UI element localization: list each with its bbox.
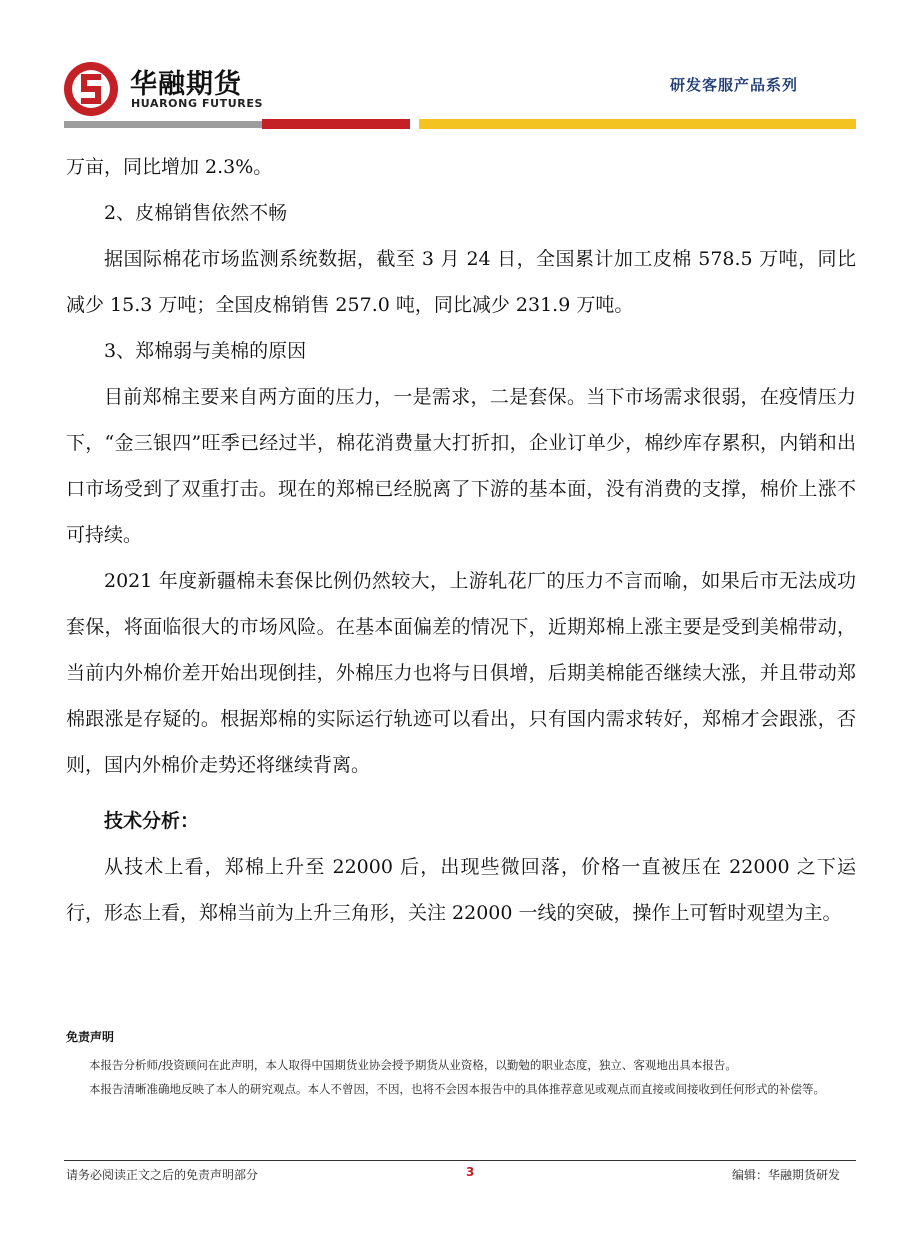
page-header <box>0 0 920 140</box>
header-divider-red <box>262 119 410 129</box>
disclaimer-section <box>66 1028 856 1103</box>
series-title: 研发客服产品系列 <box>669 76 798 94</box>
disclaimer-paragraph-1: 本报告分析师/投资顾问在此声明，本人取得中国期货业协会授予期货从业资格，以勤勉的职业态度，独立、客观地出具本报告。 <box>89 1058 737 1072</box>
disclaimer-paragraph-2: 本报告清晰准确地反映了本人的研究观点。本人不曾因，不因，也将不会因本报告中的具体推荐意见或观点而直接或间接收到任何形式的补偿等。 <box>89 1082 825 1096</box>
technical-heading-text: 技术分析： <box>104 810 200 832</box>
brand-name-en: HUARONG FUTURES <box>131 97 263 110</box>
section-heading-reason: 3、郑棉弱与美棉的原因 <box>104 340 307 362</box>
page-number: 3 <box>466 1165 475 1179</box>
paragraph-reason-2: 2021 年度新疆棉未套保比例仍然较大，上游轧花厂的压力不言而喻，如果后市无法成功套保，将面临很大的市场风险。在基本面偏差的情况下，近期郑棉上涨主要是受到美棉带动，当前内外棉价差开始出现倒挂，外棉压力也将与日俱增，后期美棉能否继续大涨，并且带动郑棉跟涨是存疑的。根据郑棉的实际运行轨迹可以看出，只有国内需求转好，郑棉才会跟涨，否则，国内外棉价走势还将继续背离。 <box>66 570 856 776</box>
section-heading-technical <box>66 798 856 844</box>
report-body <box>66 144 856 936</box>
paragraph-technical: 从技术上看，郑棉上升至 22000 后，出现些微回落，价格一直被压在 22000 之下运行，形态上看，郑棉当前为上升三角形，关注 22000 一线的突破，操作上可暂时观望为主。 <box>66 856 856 924</box>
header-divider-yellow <box>419 119 856 129</box>
paragraph-continued: 万亩，同比增加 2.3%。 <box>66 156 273 178</box>
section-heading-sales: 2、皮棉销售依然不畅 <box>104 202 288 224</box>
brand-name-cn: 华融期货 <box>130 69 242 100</box>
footer-divider <box>64 1160 856 1161</box>
huarong-logo-icon <box>62 60 120 118</box>
footer-notice: 请务必阅读正文之后的免责声明部分 <box>66 1168 259 1182</box>
paragraph-sales: 据国际棉花市场监测系统数据，截至 3 月 24 日，全国累计加工皮棉 578.5 万吨，同比减少 15.3 万吨；全国皮棉销售 257.0 吨，同比减少 231.9 万吨。 <box>66 248 856 316</box>
disclaimer-title: 免责声明 <box>66 1030 115 1044</box>
paragraph-reason-1: 目前郑棉主要来自两方面的压力，一是需求，二是套保。当下市场需求很弱，在疫情压力下，“金三银四”旺季已经过半，棉花消费量大打折扣，企业订单少，棉纱库存累积，内销和出口市场受到了双重打击。现在的郑棉已经脱离了下游的基本面，没有消费的支撑，棉价上涨不可持续。 <box>66 386 856 546</box>
footer-editor: 编辑：华融期货研发 <box>731 1168 840 1182</box>
